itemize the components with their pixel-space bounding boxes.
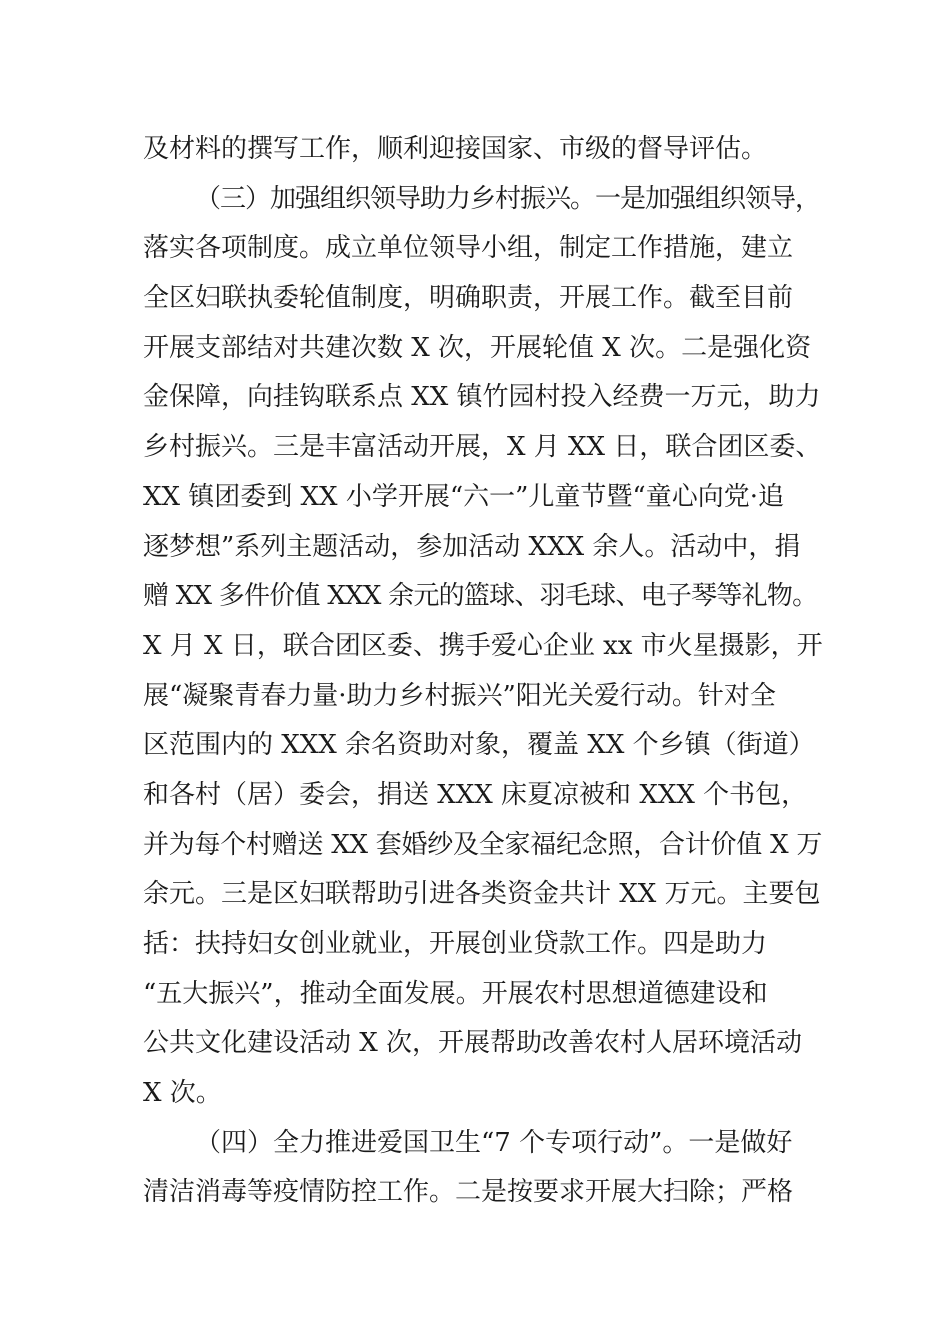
text-line: （四）全力推进爱国卫生“7 个专项行动”。一是做好	[195, 1127, 793, 1158]
text-line: “五大振兴”，推动全面发展。开展农村思想道德建设和	[143, 978, 768, 1009]
text-line: X 次。	[143, 1078, 222, 1109]
text-line: XX 镇团委到 XX 小学开展“六一”儿童节暨“童心向党·追	[143, 481, 784, 512]
text-line: X 月 X 日，联合团区委、携手爱心企业 xx 市火星摄影，开	[143, 630, 823, 661]
body-text	[143, 125, 823, 1218]
text-line: 清洁消毒等疫情防控工作。二是按要求开展大扫除；严格	[143, 1177, 794, 1208]
text-line: 余元。三是区妇联帮助引进各类资金共计 XX 万元。主要包	[143, 879, 821, 910]
text-line: 赠 XX 多件价值 XXX 余元的篮球、羽毛球、电子琴等礼物。	[143, 581, 818, 612]
text-line: 公共文化建设活动 X 次，开展帮助改善农村人居环境活动	[143, 1028, 803, 1059]
text-line: 区范围内的 XXX 余名资助对象，覆盖 XX 个乡镇（街道）	[143, 730, 815, 761]
text-line: 乡村振兴。三是丰富活动开展，X 月 XX 日，联合团区委、	[143, 432, 822, 463]
text-line: 并为每个村赠送 XX 套婚纱及全家福纪念照，合计价值 X 万	[143, 829, 823, 860]
text-line: 金保障，向挂钩联系点 XX 镇竹园村投入经费一万元，助力	[143, 382, 821, 413]
text-line: 展“凝聚青春力量·助力乡村振兴”阳光关爱行动。针对全	[143, 680, 776, 711]
text-line: 和各村（居）委会，捐送 XXX 床夏凉被和 XXX 个书包，	[143, 779, 808, 810]
text-line: 全区妇联执委轮值制度，明确职责，开展工作。截至目前	[143, 283, 794, 314]
text-line: 及材料的撰写工作，顺利迎接国家、市级的督导评估。	[143, 134, 768, 164]
text-line: 落实各项制度。成立单位领导小组，制定工作措施，建立	[143, 233, 794, 264]
text-line: 括：扶持妇女创业就业，开展创业贷款工作。四是助力	[143, 929, 768, 959]
text-line: 逐梦想”系列主题活动，参加活动 XXX 余人。活动中，捐	[143, 531, 801, 562]
text-line: 开展支部结对共建次数 X 次，开展轮值 X 次。二是强化资	[143, 332, 812, 363]
text-line: （三）加强组织领导助力乡村振兴。一是加强组织领导，	[195, 183, 821, 214]
